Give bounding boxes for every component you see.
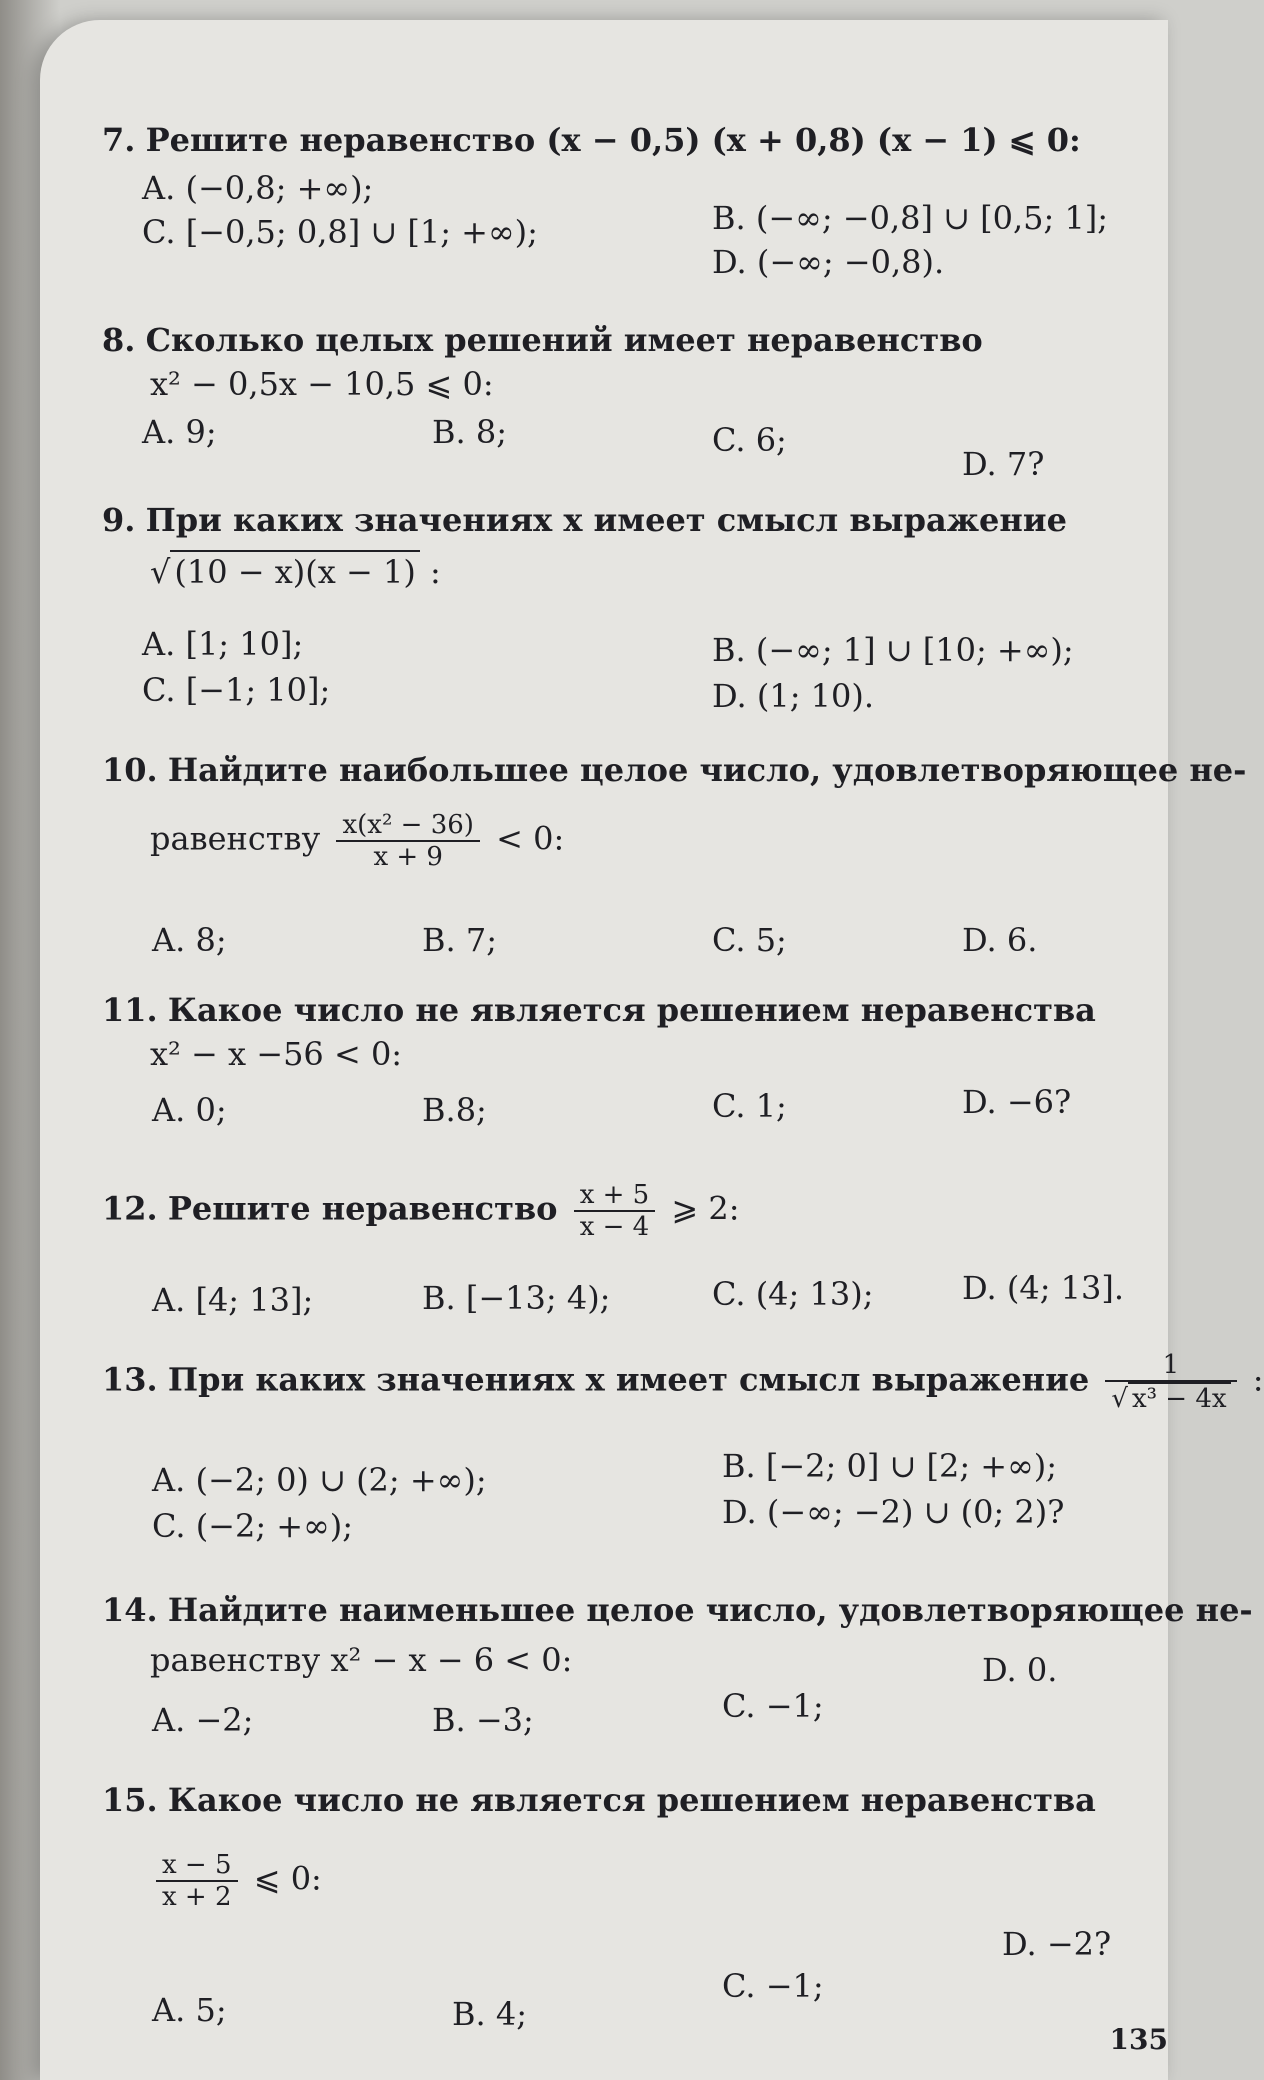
problem-text: Решите неравенство [167,1189,558,1228]
problem-text-continued: равенству x² − x − 6 < 0: [150,1641,573,1679]
denominator: x + 2 [162,1882,232,1912]
option-a: A. [4; 13]; [152,1281,314,1319]
option-d: D. −6? [962,1083,1072,1121]
radical-expression: √ (10 − x)(x − 1) : [150,550,441,592]
problem-text-continued: равенству [150,819,321,858]
option-c: C. [−0,5; 0,8] ∪ [1; +∞); [142,213,538,251]
radicand: x³ − 4x [1128,1382,1231,1414]
radicand: (10 − x)(x − 1) [170,550,419,592]
option-a: A. 0; [152,1091,227,1129]
option-b: B. 8; [432,413,507,451]
option-c: C. −1; [722,1967,824,2005]
problem-text: Какое число не является решением неравенства [167,1781,1096,1819]
textbook-page [40,20,1264,2080]
fraction [156,1850,238,1912]
problem-number: 9. [102,501,136,539]
option-c: C. (4; 13); [712,1275,874,1313]
denominator: √ x³ − 4x [1105,1382,1236,1414]
inequality: x² − 0,5x − 10,5 ⩽ 0: [150,365,494,403]
option-b: B. [−2; 0] ∪ [2; +∞); [722,1447,1057,1485]
inequality-tail: ⩽ 0: [253,1859,322,1898]
option-b: B.8; [422,1091,487,1129]
problem-number: 12. [102,1189,158,1228]
denominator: x − 4 [579,1212,650,1242]
option-c: C. 5; [712,921,787,959]
inequality-tail: ⩾ 2: [671,1189,740,1228]
option-d: D. (1; 10). [712,677,875,715]
option-a: A. 5; [152,1991,227,2029]
problem-text: Решите неравенство (x − 0,5) (x + 0,8) (x − 1) ⩽ 0: [145,121,1081,159]
option-a: A. (−2; 0) ∪ (2; +∞); [152,1461,487,1499]
inequality-tail: < 0: [496,819,565,858]
denominator: x + 9 [373,842,443,872]
page-number: 135 [1109,2023,1168,2056]
problem-number: 8. [102,321,136,359]
option-a: A. −2; [152,1701,254,1739]
option-d: D. (−∞; −2) ∪ (0; 2)? [722,1493,1065,1531]
option-b: B. 4; [452,1995,527,2033]
problem-number: 14. [102,1591,158,1629]
option-b: B. (−∞; 1] ∪ [10; +∞); [712,631,1074,669]
option-d: D. (4; 13]. [962,1269,1125,1307]
option-c: C. 6; [712,421,787,459]
option-d: D. 0. [982,1651,1058,1689]
numerator: x(x² − 36) [336,810,479,842]
problem-number: 10. [102,751,158,789]
problem-number: 11. [102,991,158,1029]
numerator: 1 [1105,1350,1236,1382]
option-c: C. (−2; +∞); [152,1507,354,1545]
option-a: A. [1; 10]; [142,625,304,663]
fraction [336,810,479,872]
option-d: D. 7? [962,445,1045,483]
option-a: A. 8; [152,921,227,959]
problem-text: При каких значениях x имеет смысл выражение [145,501,1067,539]
problem-text: Сколько целых решений имеет неравенство [145,321,983,359]
problem-number: 13. [102,1360,158,1399]
numerator: x + 5 [574,1180,656,1212]
option-d: D. (−∞; −0,8). [712,243,945,281]
problem-text: Найдите наибольшее целое число, удовлетворяющее не- [167,751,1247,789]
option-d: D. 6. [962,921,1038,959]
colon: : [429,553,441,591]
numerator: x − 5 [156,1850,238,1882]
inequality: x² − x −56 < 0: [150,1035,403,1073]
option-c: C. 1; [712,1087,787,1125]
problem-number: 15. [102,1781,158,1819]
fraction [1105,1350,1236,1414]
option-b: B. 7; [422,921,497,959]
option-c: C. −1; [722,1687,824,1725]
problem-text: Найдите наименьшее целое число, удовлетворяющее не- [167,1591,1253,1629]
problem-text: При каких значениях x имеет смысл выражение [167,1360,1090,1399]
problem-text: Какое число не является решением неравенства [167,991,1096,1029]
colon: : [1252,1360,1264,1399]
problem-number: 7. [102,121,136,159]
option-a: A. 9; [142,413,217,451]
option-a: A. (−0,8; +∞); [142,169,374,207]
option-d: D. −2? [1002,1925,1112,1963]
fraction [574,1180,656,1242]
option-b: B. (−∞; −0,8] ∪ [0,5; 1]; [712,199,1109,237]
option-b: B. [−13; 4); [422,1279,611,1317]
option-c: C. [−1; 10]; [142,671,331,709]
option-b: B. −3; [432,1701,534,1739]
